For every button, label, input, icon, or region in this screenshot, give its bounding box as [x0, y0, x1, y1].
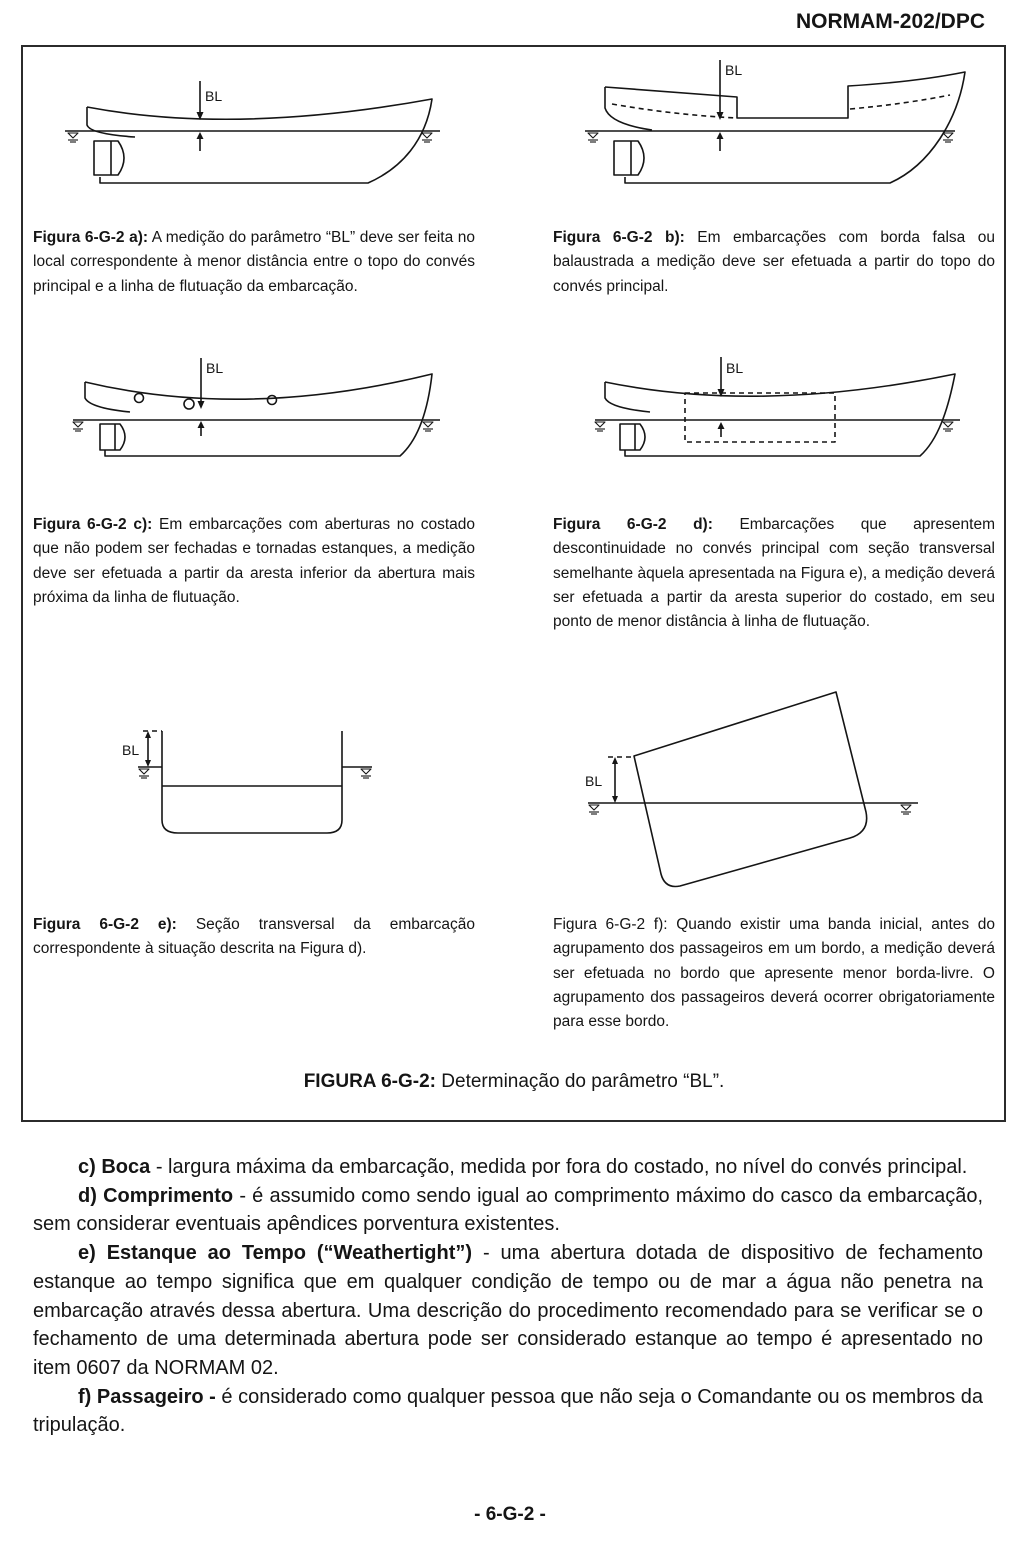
waterline-reference-arrow	[718, 422, 725, 437]
definition-paragraph	[33, 1182, 983, 1239]
rudder	[94, 141, 124, 175]
bl-label: BL	[206, 360, 224, 376]
definition-text: é considerado como qualquer pessoa que não seja o Comandante ou os membros da tripulação.	[33, 1385, 983, 1437]
ship-hull	[85, 374, 432, 456]
rudder	[614, 141, 644, 175]
figure-d-drawing	[580, 350, 970, 465]
waterline-symbol	[943, 133, 953, 142]
side-opening	[135, 394, 144, 403]
page-number: - 6-G-2 -	[474, 1504, 546, 1525]
hull-cross-section	[162, 731, 342, 833]
caption-text: Em embarcações com borda falsa ou balaustrada a medição deve ser efetuada a partir do topo do convés principal.	[553, 229, 996, 295]
heeled-hull-cross-section	[634, 692, 867, 887]
bl-label: BL	[585, 773, 603, 789]
figure-d-caption	[553, 513, 995, 634]
caption-text: A medição do parâmetro “BL” deve ser feita no local correspondente à menor distância entre o topo do convés principal e a linha de flutuação da embarcação.	[33, 229, 476, 295]
figure-panel-caption	[22, 1070, 1006, 1094]
definition-term: f) Passageiro -	[78, 1385, 216, 1408]
stern-counter	[605, 87, 652, 130]
ship-hull-with-bulwark	[605, 72, 965, 183]
caption-text: Em embarcações com aberturas no costado que não podem ser fechadas e tornadas estanques, a medição deve ser efetuada a partir da aresta inferior da abertura mais próxima da linha de flutuação.	[33, 516, 475, 606]
waterline-symbol	[943, 422, 953, 431]
caption-text: Seção transversal da embarcação correspondente à situação descrita na Figura d).	[33, 916, 475, 958]
caption-text: Quando existir uma banda inicial, antes do agrupamento dos passageiros em um bordo, a medição deverá ser efetuada no bordo que apresente menor borda-livre. O agrupamento dos passageiros deverá ocorrer obrigatoriamente para esse bordo.	[553, 916, 995, 1031]
main-deck-dashed-line	[850, 95, 950, 109]
waterline-reference-arrow	[197, 132, 204, 151]
figure-a-caption	[33, 226, 475, 299]
definition-paragraph	[33, 1383, 983, 1440]
document-code: NORMAM-202/DPC	[795, 10, 985, 33]
bl-measure-arrow	[197, 81, 204, 120]
caption-label: Figura 6-G-2 d):	[553, 516, 713, 533]
bl-label: BL	[725, 62, 743, 78]
definition-text: - é assumido como sendo igual ao comprimento máximo do casco da embarcação, sem considerar eventuais apêndices porventura existentes.	[33, 1184, 984, 1236]
bl-measure-arrow	[717, 60, 724, 120]
waterline-reference-arrow	[198, 421, 205, 436]
rudder	[620, 424, 645, 450]
figure-e-caption	[33, 913, 475, 962]
caption-label: Figura 6-G-2 e):	[33, 916, 177, 933]
waterline-reference-arrow	[717, 132, 724, 151]
definition-text: - largura máxima da embarcação, medida por fora do costado, no nível do convés principal.	[155, 1156, 968, 1178]
bl-label: BL	[726, 360, 744, 376]
figure-f-drawing	[580, 685, 925, 895]
waterline-symbol	[588, 133, 598, 142]
figure-f-caption	[553, 913, 995, 1034]
side-opening	[268, 396, 277, 405]
ship-hull	[87, 99, 432, 183]
caption-label: Figura 6-G-2 f):	[553, 916, 668, 933]
ship-hull	[605, 374, 955, 456]
waterline-symbol	[595, 422, 605, 431]
caption-text: Embarcações que apresentem descontinuidade no convés principal com seção transversal semelhante àquela apresentada na Figura e), a medição deverá ser efetuada a partir da aresta superior do costado, em seu ponto de menor distância à linha de flutuação.	[553, 516, 996, 631]
side-opening	[184, 399, 194, 409]
bl-measure-arrow	[198, 358, 205, 409]
caption-label: Figura 6-G-2 c):	[33, 516, 153, 533]
definition-term: c) Boca	[78, 1156, 151, 1178]
figure-c-caption	[33, 513, 475, 610]
waterline-symbol	[423, 422, 433, 431]
figure-panel-caption-label: FIGURA 6-G-2:	[303, 1071, 436, 1092]
waterline-symbol	[422, 133, 432, 142]
caption-label: Figura 6-G-2 b):	[553, 229, 685, 246]
figure-a-drawing	[60, 55, 450, 190]
definitions-body	[33, 1153, 983, 1440]
bl-label: BL	[205, 88, 223, 104]
definition-paragraph	[33, 1239, 983, 1383]
bl-dimension	[145, 731, 151, 767]
waterline-symbol	[901, 805, 911, 814]
bl-dimension	[612, 757, 618, 803]
figure-c-drawing	[60, 350, 450, 465]
figure-b-caption	[553, 226, 995, 299]
waterline-symbol	[361, 769, 371, 778]
waterline-symbol	[68, 133, 78, 142]
figure-e-drawing	[115, 720, 380, 845]
caption-label: Figura 6-G-2 a):	[33, 229, 149, 246]
waterline-symbol	[139, 769, 149, 778]
definition-term: d) Comprimento	[78, 1184, 234, 1207]
definition-term: e) Estanque ao Tempo (“Weathertight”)	[78, 1242, 473, 1265]
definition-paragraph	[33, 1153, 983, 1182]
deck-discontinuity-outline	[685, 393, 835, 442]
bl-measure-arrow	[718, 357, 725, 397]
waterline-symbol	[589, 805, 599, 814]
figure-panel-caption-text: Determinação do parâmetro “BL”.	[441, 1071, 725, 1092]
definition-text: - uma abertura dotada de dispositivo de fechamento estanque ao tempo significa que em qualquer condição de tempo ou de mar a água não penetra na embarcação através dessa abertura. Uma descrição do procedimento recomendado para se verificar se o fechamento de uma determinada abertura pode ser considerado estanque ao tempo é apresentado no item 0607 da NORMAM 02.	[33, 1242, 984, 1379]
figure-b-drawing	[580, 55, 970, 190]
waterline-symbol	[73, 422, 83, 431]
rudder	[100, 424, 125, 450]
bl-label: BL	[122, 742, 140, 758]
